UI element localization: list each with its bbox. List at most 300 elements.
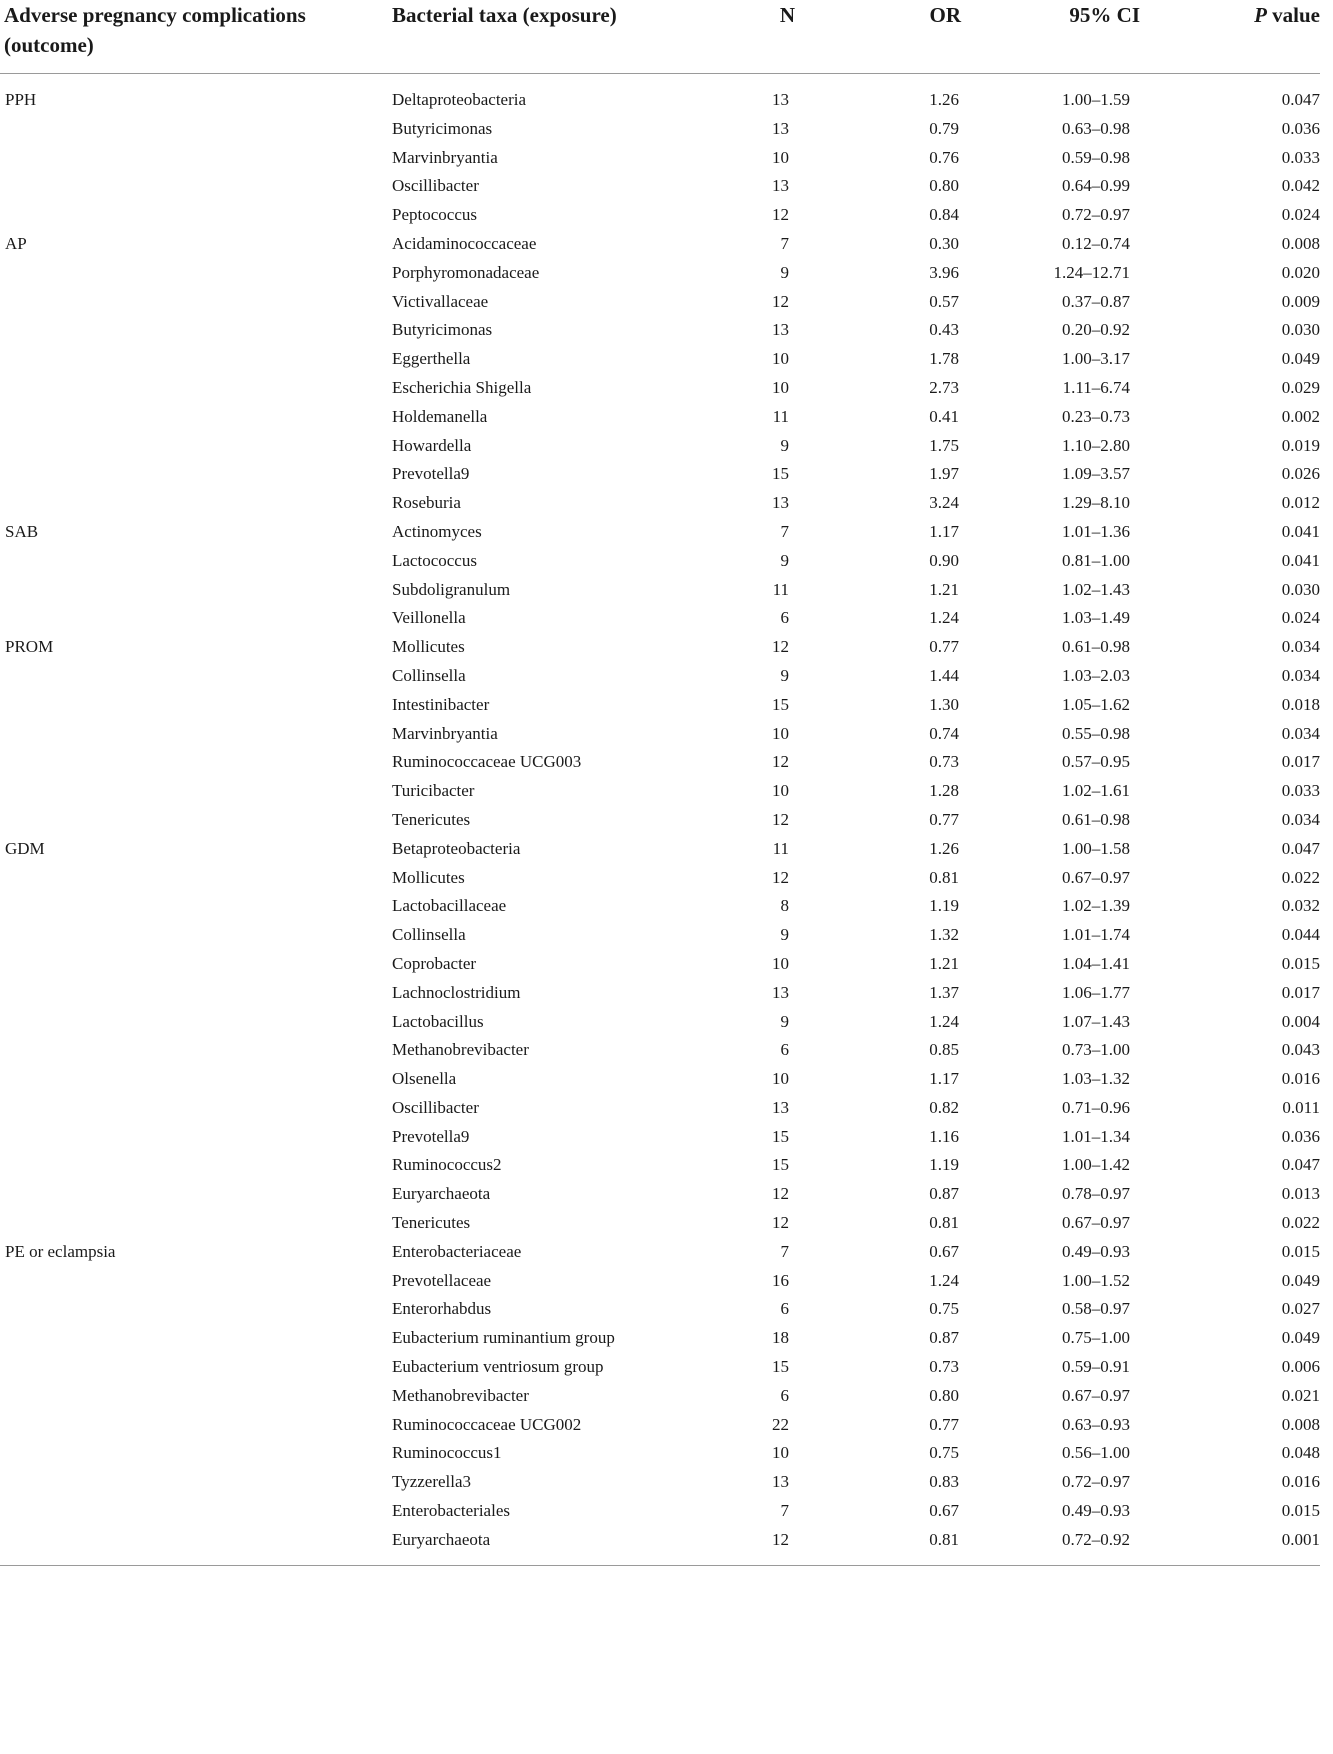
cell-outcome [0,1353,390,1382]
cell-n: 15 [772,464,789,484]
cell-ci: 0.23–0.73 [1062,406,1130,426]
cell-ci: 1.02–1.61 [1062,781,1130,801]
cell-ci: 0.75–1.00 [1062,1328,1130,1348]
cell-p-value: 0.008 [1281,233,1320,253]
cell-p-value: 0.033 [1281,147,1320,167]
cell-outcome [0,1411,390,1440]
cell-outcome [0,921,390,950]
cell-outcome [0,777,390,806]
table-row [0,691,1320,720]
cell-ci: 1.24–12.71 [1053,262,1130,282]
header-or: OR [805,0,975,74]
table-row [0,1324,1320,1353]
cell-ci: 0.72–0.97 [1062,205,1130,225]
cell-n: 10 [772,1069,789,1089]
cell-or: 0.84 [929,205,959,225]
table-row [0,892,1320,921]
cell-ci: 1.06–1.77 [1062,982,1130,1002]
cell-outcome [0,1094,390,1123]
cell-ci: 0.61–0.98 [1062,809,1130,829]
cell-n: 13 [772,176,789,196]
cell-n: 10 [772,723,789,743]
cell-ci: 1.02–1.39 [1062,896,1130,916]
table-row [0,662,1320,691]
cell-p-value: 0.021 [1281,1385,1320,1405]
cell-taxa: Tenericutes [392,1213,471,1233]
cell-outcome [0,547,390,576]
cell-ci: 0.67–0.97 [1062,1213,1130,1233]
table-row [0,979,1320,1008]
cell-p-value: 0.032 [1281,896,1320,916]
cell-or: 0.80 [929,1385,959,1405]
table-row [0,1094,1320,1123]
cell-p-value: 0.015 [1281,953,1320,973]
cell-p-value: 0.011 [1282,1097,1320,1117]
table-row [0,1123,1320,1152]
cell-or: 1.16 [929,1126,959,1146]
cell-p-value: 0.033 [1281,781,1320,801]
cell-p-value: 0.017 [1281,752,1320,772]
cell-or: 1.19 [929,1155,959,1175]
cell-or: 0.67 [929,1241,959,1261]
cell-outcome [0,979,390,1008]
cell-outcome [0,432,390,461]
cell-taxa: Enterorhabdus [392,1299,492,1319]
table-row [0,1439,1320,1468]
cell-ci: 0.81–1.00 [1062,550,1130,570]
cell-p-value: 0.042 [1281,176,1320,196]
cell-n: 13 [772,320,789,340]
table-row [0,576,1320,605]
cell-outcome [0,1382,390,1411]
table-row [0,460,1320,489]
cell-or: 0.43 [929,320,959,340]
cell-n: 6 [780,1385,789,1405]
cell-taxa: Eubacterium ventriosum group [392,1357,604,1377]
cell-p-value: 0.016 [1281,1069,1320,1089]
cell-n: 13 [772,1472,789,1492]
cell-taxa: Howardella [392,435,472,455]
cell-p-value: 0.002 [1281,406,1320,426]
cell-outcome [0,662,390,691]
cell-outcome [0,115,390,144]
cell-ci: 0.49–0.93 [1062,1501,1130,1521]
cell-outcome: PROM [5,637,54,657]
cell-p-value: 0.027 [1281,1299,1320,1319]
table-row [0,201,1320,230]
cell-ci: 1.29–8.10 [1062,493,1130,513]
cell-p-value: 0.034 [1281,723,1320,743]
cell-or: 1.21 [929,579,959,599]
cell-or: 1.26 [929,90,959,109]
cell-n: 16 [772,1270,789,1290]
cell-or: 0.81 [929,1213,959,1233]
table-row [0,1526,1320,1565]
cell-outcome [0,403,390,432]
cell-outcome [0,892,390,921]
cell-or: 1.26 [929,838,959,858]
cell-p-value: 0.015 [1281,1501,1320,1521]
cell-taxa: Betaproteobacteria [392,838,521,858]
cell-outcome [0,806,390,835]
cell-outcome [0,1468,390,1497]
cell-or: 0.30 [929,233,959,253]
table-row [0,777,1320,806]
cell-p-value: 0.036 [1281,118,1320,138]
cell-outcome [0,1526,390,1565]
cell-ci: 0.78–0.97 [1062,1184,1130,1204]
cell-or: 1.24 [929,1011,959,1031]
cell-taxa: Ruminococcaceae UCG003 [392,752,582,772]
table-row [0,604,1320,633]
cell-n: 13 [772,982,789,1002]
cell-outcome [0,864,390,893]
cell-taxa: Collinsella [392,665,466,685]
cell-taxa: Mollicutes [392,637,465,657]
cell-outcome [0,720,390,749]
header-p-value [1140,0,1320,74]
cell-or: 0.77 [929,1414,959,1434]
cell-ci: 1.01–1.74 [1062,925,1130,945]
cell-p-value: 0.001 [1281,1529,1320,1549]
cell-outcome [0,1123,390,1152]
cell-taxa: Eubacterium ruminantium group [392,1328,615,1348]
table-row [0,1180,1320,1209]
cell-taxa: Marvinbryantia [392,723,498,743]
cell-ci: 1.03–1.49 [1062,608,1130,628]
cell-outcome [0,1439,390,1468]
table-row [0,748,1320,777]
cell-n: 12 [772,752,789,772]
cell-n: 13 [772,90,789,109]
cell-n: 15 [772,694,789,714]
cell-p-value: 0.004 [1281,1011,1320,1031]
cell-outcome [0,144,390,173]
table-row [0,864,1320,893]
cell-ci: 0.61–0.98 [1062,637,1130,657]
cell-or: 0.85 [929,1040,959,1060]
cell-p-value: 0.024 [1281,608,1320,628]
table-row [0,1468,1320,1497]
cell-p-value: 0.030 [1281,579,1320,599]
table-row [0,1295,1320,1324]
cell-taxa: Lachnoclostridium [392,982,521,1002]
cell-or: 1.24 [929,1270,959,1290]
cell-outcome [0,172,390,201]
table-row [0,288,1320,317]
cell-or: 0.80 [929,176,959,196]
cell-outcome [0,460,390,489]
table-row [0,720,1320,749]
cell-or: 2.73 [929,377,959,397]
cell-n: 10 [772,147,789,167]
cell-ci: 1.07–1.43 [1062,1011,1130,1031]
cell-ci: 0.73–1.00 [1062,1040,1130,1060]
cell-taxa: Methanobrevibacter [392,1385,529,1405]
cell-p-value: 0.041 [1281,550,1320,570]
cell-ci: 1.01–1.34 [1062,1126,1130,1146]
cell-p-value: 0.034 [1281,637,1320,657]
cell-ci: 1.00–1.52 [1062,1270,1130,1290]
cell-n: 15 [772,1126,789,1146]
cell-outcome [0,1295,390,1324]
cell-taxa: Enterobacteriales [392,1501,510,1521]
cell-p-value: 0.020 [1281,262,1320,282]
cell-taxa: Butyricimonas [392,118,493,138]
cell-or: 0.79 [929,118,959,138]
cell-p-value: 0.009 [1281,291,1320,311]
cell-ci: 1.00–1.58 [1062,838,1130,858]
cell-taxa: Butyricimonas [392,320,493,340]
cell-taxa: Tenericutes [392,809,471,829]
cell-n: 12 [772,867,789,887]
cell-n: 9 [780,925,789,945]
cell-p-value: 0.006 [1281,1357,1320,1377]
cell-ci: 1.00–1.59 [1062,90,1130,109]
table-row [0,518,1320,547]
table-row [0,316,1320,345]
cell-taxa: Oscillibacter [392,1097,479,1117]
cell-ci: 0.49–0.93 [1062,1241,1130,1261]
cell-p-value: 0.047 [1281,90,1320,109]
cell-taxa: Acidaminococcaceae [392,233,537,253]
cell-or: 0.73 [929,1357,959,1377]
cell-or: 1.78 [929,349,959,369]
cell-ci: 0.37–0.87 [1062,291,1130,311]
cell-ci: 1.09–3.57 [1062,464,1130,484]
cell-taxa: Subdoligranulum [392,579,511,599]
cell-or: 0.57 [929,291,959,311]
cell-ci: 0.58–0.97 [1062,1299,1130,1319]
cell-or: 0.81 [929,1529,959,1549]
table-row [0,374,1320,403]
cell-ci: 1.03–1.32 [1062,1069,1130,1089]
table-row [0,230,1320,259]
cell-n: 7 [780,233,789,253]
cell-p-value: 0.018 [1281,694,1320,714]
table-row [0,633,1320,662]
cell-n: 12 [772,1529,789,1549]
cell-taxa: Veillonella [392,608,466,628]
cell-or: 1.24 [929,608,959,628]
cell-taxa: Victivallaceae [392,291,489,311]
cell-outcome [0,489,390,518]
cell-n: 10 [772,781,789,801]
table-row [0,172,1320,201]
cell-taxa: Lactobacillus [392,1011,484,1031]
cell-outcome [0,345,390,374]
table-row [0,806,1320,835]
cell-p-value: 0.022 [1281,1213,1320,1233]
cell-outcome [0,1209,390,1238]
cell-n: 12 [772,809,789,829]
cell-n: 9 [780,262,789,282]
cell-ci: 0.67–0.97 [1062,867,1130,887]
cell-p-value: 0.012 [1281,493,1320,513]
cell-or: 1.28 [929,781,959,801]
header-p-suffix: value [1266,3,1320,27]
table-row [0,835,1320,864]
cell-ci: 0.72–0.97 [1062,1472,1130,1492]
cell-outcome [0,576,390,605]
cell-p-value: 0.049 [1281,1270,1320,1290]
cell-or: 1.37 [929,982,959,1002]
cell-or: 0.82 [929,1097,959,1117]
cell-n: 9 [780,435,789,455]
header-p-letter: P [1254,3,1267,27]
cell-n: 11 [772,579,789,599]
cell-n: 22 [772,1414,789,1434]
cell-p-value: 0.008 [1281,1414,1320,1434]
table-row [0,1151,1320,1180]
cell-outcome [0,259,390,288]
cell-p-value: 0.049 [1281,349,1320,369]
cell-n: 9 [780,665,789,685]
cell-n: 6 [780,1299,789,1319]
cell-taxa: Oscillibacter [392,176,479,196]
table-row [0,1036,1320,1065]
cell-taxa: Coprobacter [392,953,477,973]
cell-taxa: Roseburia [392,493,461,513]
table-header [0,0,1320,74]
cell-taxa: Collinsella [392,925,466,945]
cell-n: 9 [780,550,789,570]
cell-p-value: 0.043 [1281,1040,1320,1060]
cell-outcome [0,1036,390,1065]
cell-or: 0.73 [929,752,959,772]
cell-n: 12 [772,291,789,311]
table-row [0,1008,1320,1037]
table-row [0,74,1320,115]
cell-taxa: Enterobacteriaceae [392,1241,522,1261]
cell-n: 12 [772,205,789,225]
cell-ci: 0.72–0.92 [1062,1529,1130,1549]
cell-or: 3.96 [929,262,959,282]
table-row [0,1209,1320,1238]
cell-outcome [0,1324,390,1353]
cell-taxa: Euryarchaeota [392,1184,491,1204]
cell-outcome [0,1065,390,1094]
cell-or: 1.32 [929,925,959,945]
cell-p-value: 0.016 [1281,1472,1320,1492]
cell-taxa: Prevotella9 [392,1126,470,1146]
cell-taxa: Deltaproteobacteria [392,90,527,109]
cell-or: 0.87 [929,1328,959,1348]
cell-p-value: 0.022 [1281,867,1320,887]
cell-ci: 0.59–0.98 [1062,147,1130,167]
cell-n: 6 [780,608,789,628]
cell-or: 0.77 [929,637,959,657]
cell-taxa: Euryarchaeota [392,1529,491,1549]
cell-taxa: Holdemanella [392,406,488,426]
cell-taxa: Turicibacter [392,781,475,801]
cell-n: 15 [772,1155,789,1175]
cell-taxa: Prevotellaceae [392,1270,492,1290]
cell-n: 12 [772,1184,789,1204]
cell-outcome: PPH [5,90,37,109]
cell-outcome: GDM [5,838,45,858]
cell-outcome [0,1151,390,1180]
cell-n: 10 [772,377,789,397]
cell-or: 0.87 [929,1184,959,1204]
cell-n: 13 [772,493,789,513]
cell-or: 3.24 [929,493,959,513]
cell-n: 10 [772,1443,789,1463]
cell-p-value: 0.024 [1281,205,1320,225]
cell-p-value: 0.017 [1281,982,1320,1002]
cell-ci: 1.03–2.03 [1062,665,1130,685]
cell-p-value: 0.047 [1281,1155,1320,1175]
cell-p-value: 0.049 [1281,1328,1320,1348]
cell-ci: 0.67–0.97 [1062,1385,1130,1405]
cell-taxa: Prevotella9 [392,464,470,484]
cell-outcome [0,1267,390,1296]
cell-ci: 0.63–0.93 [1062,1414,1130,1434]
cell-or: 0.75 [929,1443,959,1463]
cell-or: 0.74 [929,723,959,743]
cell-ci: 1.05–1.62 [1062,694,1130,714]
cell-or: 0.81 [929,867,959,887]
cell-taxa: Peptococcus [392,205,477,225]
table-row [0,1267,1320,1296]
cell-or: 1.17 [929,521,959,541]
cell-n: 18 [772,1328,789,1348]
cell-taxa: Tyzzerella3 [392,1472,472,1492]
cell-taxa: Eggerthella [392,349,471,369]
cell-outcome [0,950,390,979]
cell-p-value: 0.013 [1281,1184,1320,1204]
cell-outcome [0,374,390,403]
cell-outcome [0,691,390,720]
table-row [0,950,1320,979]
header-row [0,0,1320,74]
cell-or: 0.67 [929,1501,959,1521]
cell-p-value: 0.044 [1281,925,1320,945]
cell-outcome: AP [5,233,27,253]
cell-taxa: Ruminococcus2 [392,1155,502,1175]
table-row [0,1411,1320,1440]
cell-taxa: Lactobacillaceae [392,896,507,916]
cell-ci: 1.00–1.42 [1062,1155,1130,1175]
cell-or: 1.17 [929,1069,959,1089]
table-row [0,432,1320,461]
table-row [0,1238,1320,1267]
cell-n: 7 [780,1501,789,1521]
cell-p-value: 0.041 [1281,521,1320,541]
cell-p-value: 0.029 [1281,377,1320,397]
cell-ci: 0.59–0.91 [1062,1357,1130,1377]
cell-taxa: Mollicutes [392,867,465,887]
cell-n: 7 [780,1241,789,1261]
cell-ci: 1.10–2.80 [1062,435,1130,455]
cell-n: 13 [772,1097,789,1117]
cell-outcome [0,1180,390,1209]
cell-or: 0.76 [929,147,959,167]
cell-outcome [0,748,390,777]
table-row [0,259,1320,288]
cell-or: 1.75 [929,435,959,455]
cell-p-value: 0.015 [1281,1241,1320,1261]
cell-ci: 0.56–1.00 [1062,1443,1130,1463]
cell-outcome [0,604,390,633]
cell-p-value: 0.036 [1281,1126,1320,1146]
header-ci: 95% CI [975,0,1140,74]
cell-taxa: Olsenella [392,1069,457,1089]
cell-outcome [0,316,390,345]
cell-p-value: 0.019 [1281,435,1320,455]
table-bottom-rule [0,1565,1320,1566]
cell-ci: 1.00–3.17 [1062,349,1130,369]
